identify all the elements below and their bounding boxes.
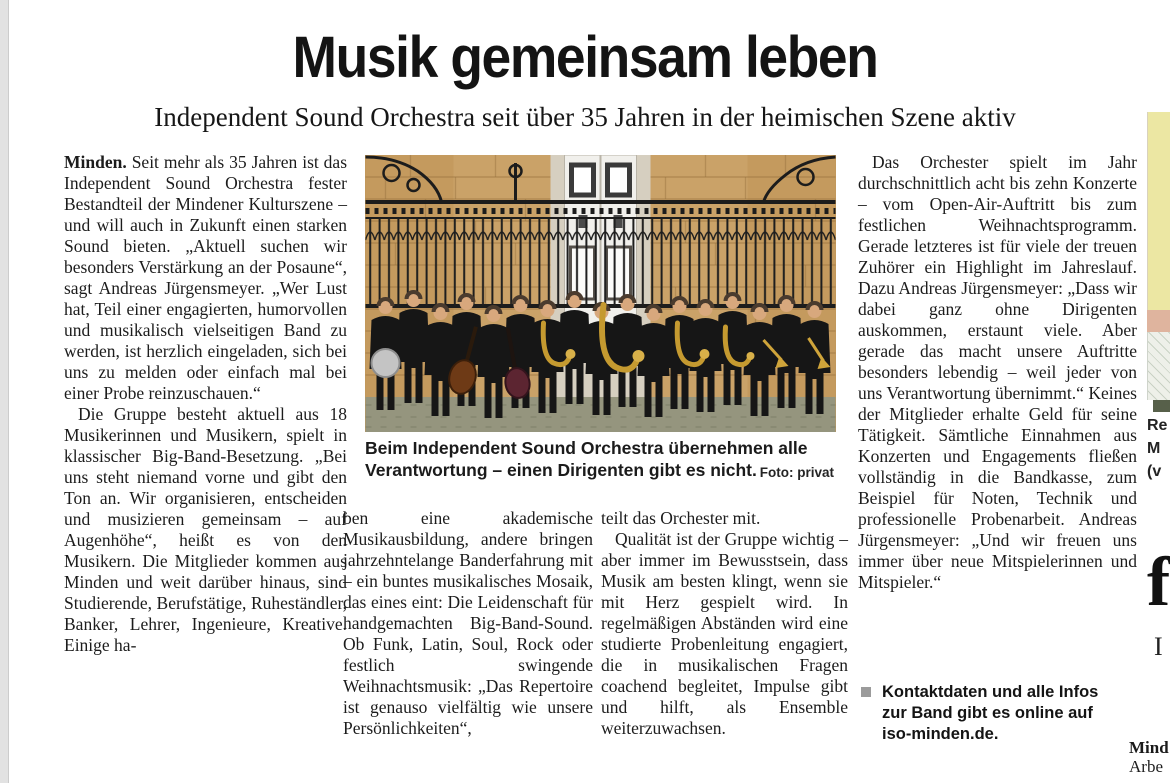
bullet-square-icon bbox=[861, 687, 871, 697]
paragraph bbox=[64, 152, 347, 404]
article-column-1 bbox=[64, 152, 347, 656]
paragraph: Die Gruppe besteht aktuell aus 18 Musikerinnen und Musikern, spielt in klassischer Big-Band-Besetzung. „Bei uns steht niemand vorne und gibt den Ton an. Wir organisieren, entscheiden und musizieren gemeinsam – auf Augenhöhe“, heißt es von den Musikern. Die Mitglieder kommen aus Minden und weit darüber hinaus, sind Studierende, Berufstätige, Ruheständler, Banker, Lehrer, Ingenieure, Kreative. Einige ha- bbox=[64, 404, 347, 655]
photo-credit: Foto: privat bbox=[759, 465, 834, 480]
article-column-4 bbox=[858, 152, 1137, 593]
paragraph: teilt das Orchester mit. bbox=[601, 508, 761, 528]
band-photo bbox=[365, 155, 836, 432]
adjacent-caption-fragment: (v bbox=[1147, 463, 1162, 480]
dateline: Minden. bbox=[64, 152, 127, 172]
adjacent-caption-fragment: M bbox=[1147, 440, 1161, 457]
paragraph: Qualität ist der Gruppe wichtig – aber immer im Bewusstsein, dass Musik am besten klingt, wenn sie mit Herz gespielt wird. In regelmäßigen Abständen wird eine studierte Probenleitung engagiert, die in musikalischen Fragen coachend begleitet, Impulse gibt und hilft, als Ensemble weiterzuwachsen. bbox=[601, 529, 848, 738]
photo-caption bbox=[365, 437, 836, 481]
adjacent-text-fragment: Arbe bbox=[1129, 757, 1163, 776]
article-column-2 bbox=[343, 508, 593, 739]
article-column-3 bbox=[601, 508, 848, 739]
adjacent-map-strip bbox=[1147, 332, 1170, 400]
adjacent-image-strip-pink bbox=[1147, 310, 1170, 332]
adjacent-photo-corner bbox=[1153, 400, 1170, 412]
paragraph: Das Orchester spielt im Jahr durchschnittlich acht bis zehn Konzerte – vom Open-Air-Auftritt bis zum festlichen Weihnachtsprogramm. Gerade letzteres ist für viele der treuen Zuhörer ein Highlight im Jahreslauf. Dazu Andreas Jürgensmeyer: „Dass wir dabei ganz ohne Dirigenten auskommen, erstaunt viele. Aber gerade das macht unsere Auftritte besonders lebendig – weil jeder von uns Verantwortung übernimmt.“ Keines der Mitglieder erhalte Geld für seine Tätigkeit. Sämtliche Einnahmen aus Konzerten und Engagements fließen vollständig in die Bandkasse, zum Beispiel für Noten, Technik und professionelle Probenarbeit. Andreas Jürgensmeyer: „Und wir freuen uns immer über neue Mitspielerinnen und Mitspieler.“ bbox=[858, 152, 1137, 592]
photo-caption-text: Beim Independent Sound Orchestra übernehmen alle Verantwortung – einen Dirigenten gibt es nicht. bbox=[365, 438, 808, 480]
infobox-text: Kontaktdaten und alle Infos zur Band gibt es online auf iso-minden.de. bbox=[882, 683, 1099, 743]
paragraph-text: Seit mehr als 35 Jahren ist das Independent Sound Orchestra fester Bestandteil der Mindener Kulturszene – und will auch in Zukunft einen starken Sound bieten. „Aktuell suchen wir besonders Verstärkung an der Posaune“, sagt Andreas Jürgensmeyer. „Wer Lust hat, Teil einer engagierten, humorvollen und musikalisch vielseitigen Band zu werden, ist herzlich eingeladen, sich bei uns zu melden oder einfach mal bei einer Probe reinzuschauen.“ bbox=[64, 152, 348, 403]
contact-infobox bbox=[861, 682, 1107, 745]
article-subheadline: Independent Sound Orchestra seit über 35 Jahren in der heimischen Szene aktiv bbox=[154, 102, 1016, 132]
adjacent-image-strip-yellow bbox=[1147, 112, 1170, 310]
adjacent-dateline-fragment: Mind bbox=[1129, 738, 1169, 757]
article-headline: Musik gemeinsam leben bbox=[292, 25, 878, 90]
band-photo-illustration bbox=[365, 155, 836, 432]
adjacent-caption-fragment: Re bbox=[1147, 417, 1168, 434]
paragraph: ben eine akademische Musikausbildung, andere bringen jahrzehntelange Banderfahrung mit – ein buntes musikalisches Mosaik, das eines eint: Die Leidenschaft für handgemachten Big-Band-Sound. Ob Funk, Latin, Soul, Rock oder festlich swingende Weihnachtsmusik: „Das Repertoire ist genauso vielfältig wie unsere Persönlichkeiten“, bbox=[343, 508, 593, 738]
adjacent-headline-fragment: f bbox=[1147, 544, 1170, 621]
adjacent-subline-fragment: I bbox=[1154, 632, 1163, 661]
